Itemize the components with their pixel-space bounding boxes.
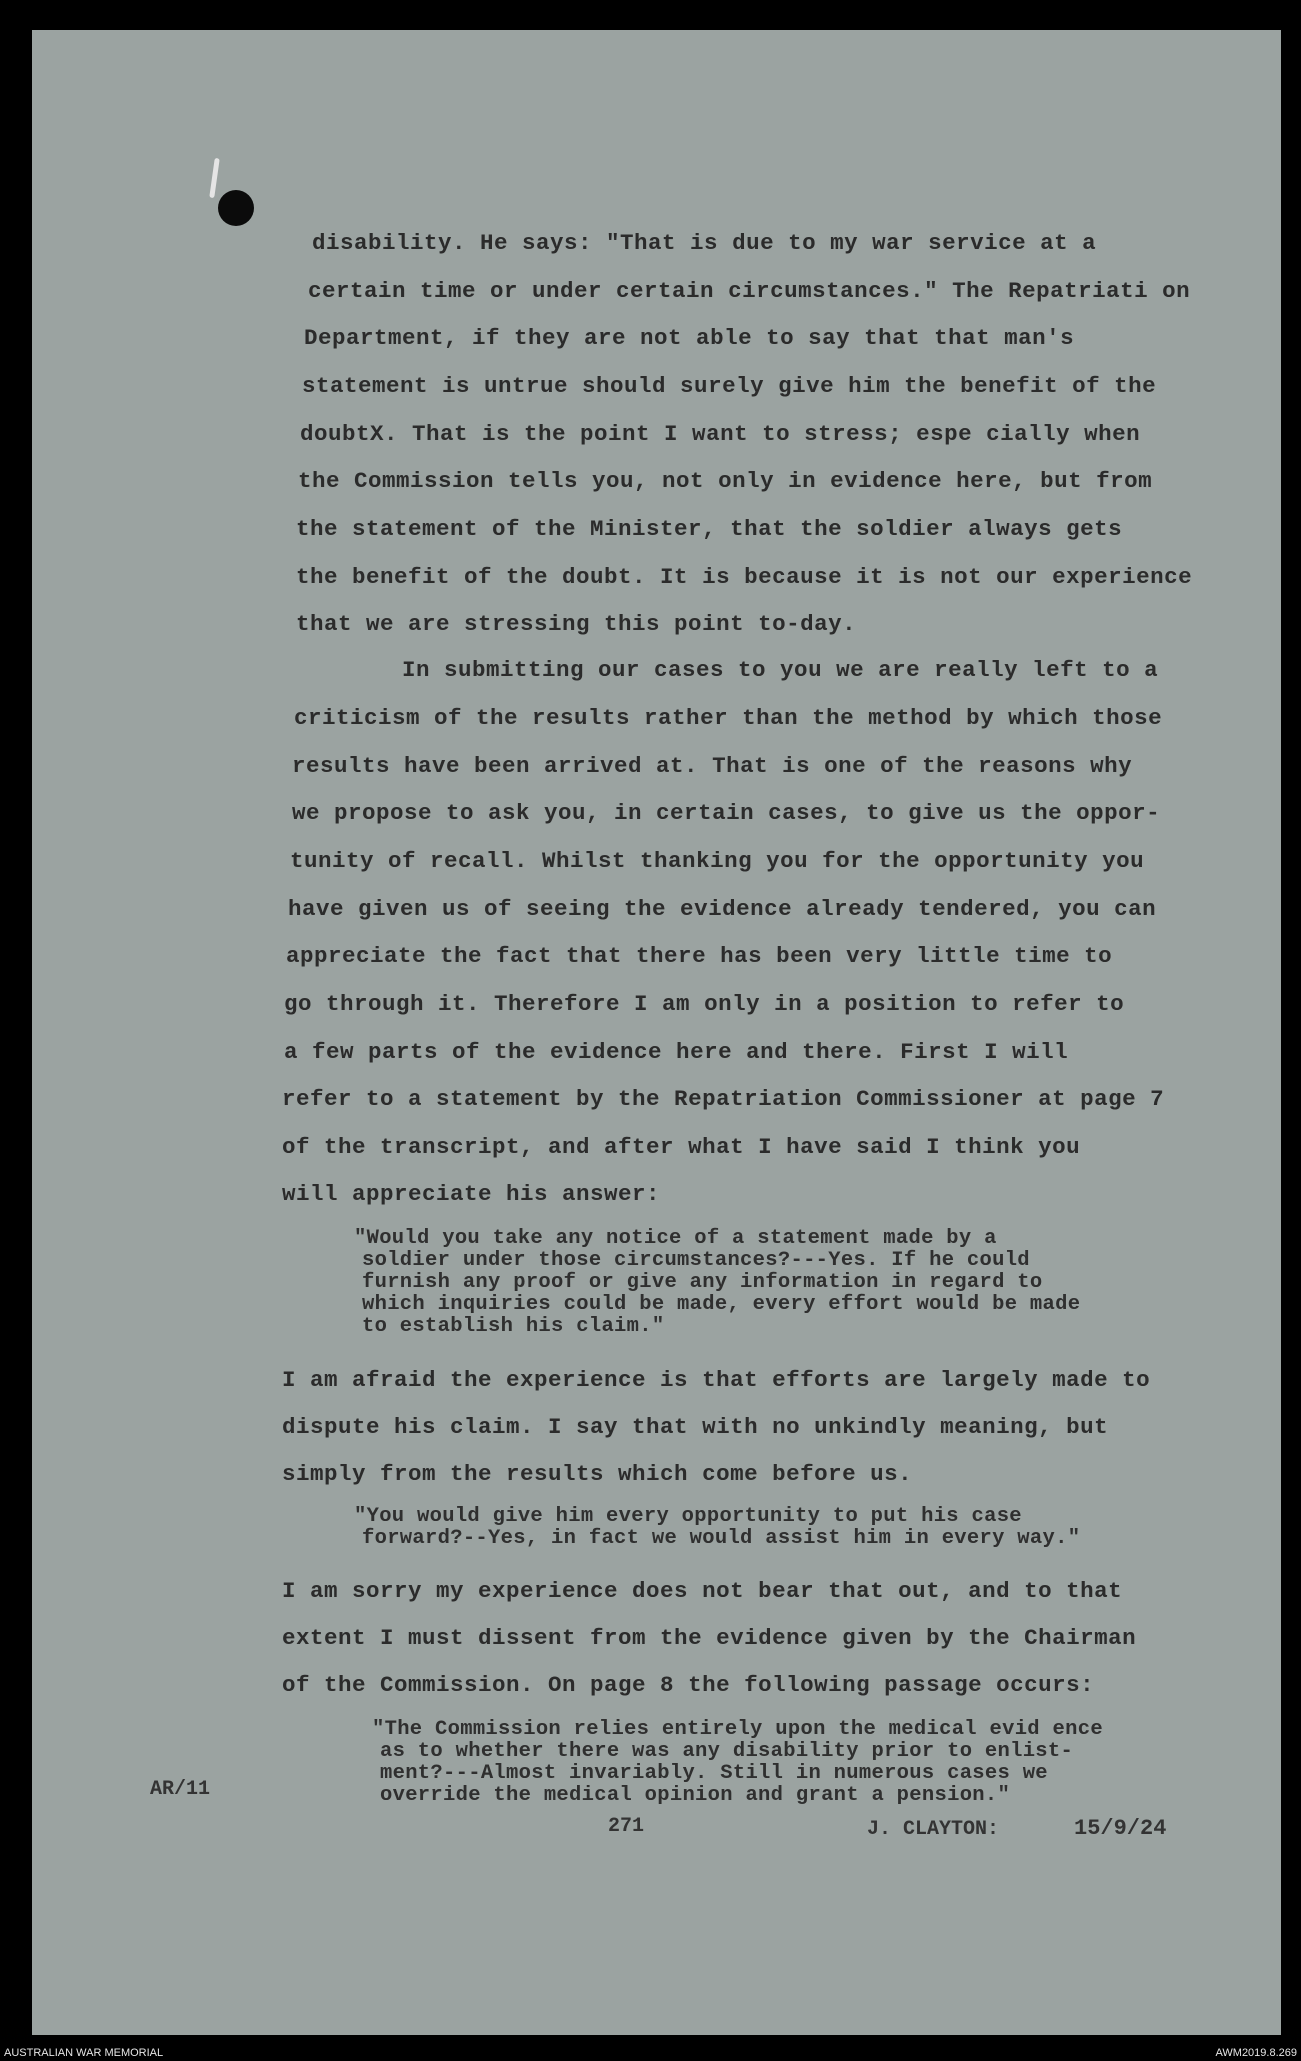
body-line: criticism of the results rather than the method by which those	[294, 705, 1163, 731]
quote-line: which inquiries could be made, every effort would be made	[362, 1293, 1081, 1316]
quote-line: "You would give him every opportunity to put his case	[354, 1505, 1022, 1528]
quote-line: to establish his claim."	[362, 1315, 665, 1338]
quote-line: furnish any proof or give any information in regard to	[362, 1271, 1043, 1294]
body-line: refer to a statement by the Repatriation Commissioner at page 7	[282, 1086, 1165, 1112]
body-line: we propose to ask you, in certain cases, to give us the oppor-	[292, 800, 1161, 826]
body-line: In submitting our cases to you we are really left to a	[402, 657, 1159, 683]
document-date: 15/9/24	[1074, 1816, 1167, 1841]
body-line: will appreciate his answer:	[282, 1181, 661, 1207]
body-line: statement is untrue should surely give him the benefit of the	[302, 373, 1157, 399]
body-line: results have been arrived at. That is one of the reasons why	[292, 753, 1133, 779]
body-line: of the transcript, and after what I have said I think you	[282, 1134, 1081, 1160]
body-line: disability. He says: "That is due to my war service at a	[312, 230, 1097, 256]
quote-line: forward?--Yes, in fact we would assist him in every way."	[362, 1527, 1081, 1550]
archive-institution: AUSTRALIAN WAR MEMORIAL	[4, 2047, 164, 2059]
body-line: have given us of seeing the evidence already tendered, you can	[288, 896, 1157, 922]
page-number: 271	[608, 1815, 645, 1838]
body-line: I am afraid the experience is that efforts are largely made to	[282, 1367, 1151, 1393]
speaker-name: J. CLAYTON:	[867, 1818, 1000, 1841]
quote-line: override the medical opinion and grant a pension."	[380, 1784, 1011, 1807]
body-line: simply from the results which come before us.	[282, 1461, 913, 1487]
body-line: a few parts of the evidence here and there. First I will	[284, 1039, 1069, 1065]
quote-line: soldier under those circumstances?---Yes. If he could	[362, 1249, 1030, 1272]
quote-line: "Would you take any notice of a statement made by a	[354, 1227, 997, 1250]
body-line: the benefit of the doubt. It is because it is not our experience	[296, 564, 1193, 590]
archive-footer	[0, 2046, 1301, 2061]
document-page	[32, 30, 1281, 2035]
punch-hole-mark	[209, 158, 220, 198]
archive-reference: AWM2019.8.269	[1215, 2047, 1297, 2059]
body-line: appreciate the fact that there has been very little time to	[286, 943, 1113, 969]
body-line: doubtX. That is the point I want to stress; espe cially when	[300, 421, 1141, 447]
quote-line: as to whether there was any disability prior to enlist-	[380, 1740, 1074, 1763]
body-line: dispute his claim. I say that with no unkindly meaning, but	[282, 1414, 1109, 1440]
punch-hole	[218, 190, 254, 226]
quote-line: "The Commission relies entirely upon the medical evid ence	[372, 1718, 1103, 1741]
body-line: Department, if they are not able to say that that man's	[304, 325, 1075, 351]
body-line: of the Commission. On page 8 the following passage occurs:	[282, 1672, 1095, 1698]
body-line: the statement of the Minister, that the soldier always gets	[296, 516, 1123, 542]
body-line: extent I must dissent from the evidence given by the Chairman	[282, 1625, 1137, 1651]
page-reference: AR/11	[150, 1778, 211, 1801]
body-line: go through it. Therefore I am only in a position to refer to	[284, 991, 1125, 1017]
body-line: I am sorry my experience does not bear that out, and to that	[282, 1578, 1123, 1604]
body-line: the Commission tells you, not only in evidence here, but from	[298, 468, 1153, 494]
body-line: tunity of recall. Whilst thanking you for the opportunity you	[290, 848, 1145, 874]
quote-line: ment?---Almost invariably. Still in numerous cases we	[380, 1762, 1048, 1785]
body-line: that we are stressing this point to-day.	[296, 611, 857, 637]
body-line: certain time or under certain circumstances." The Repatriati on	[308, 278, 1191, 304]
